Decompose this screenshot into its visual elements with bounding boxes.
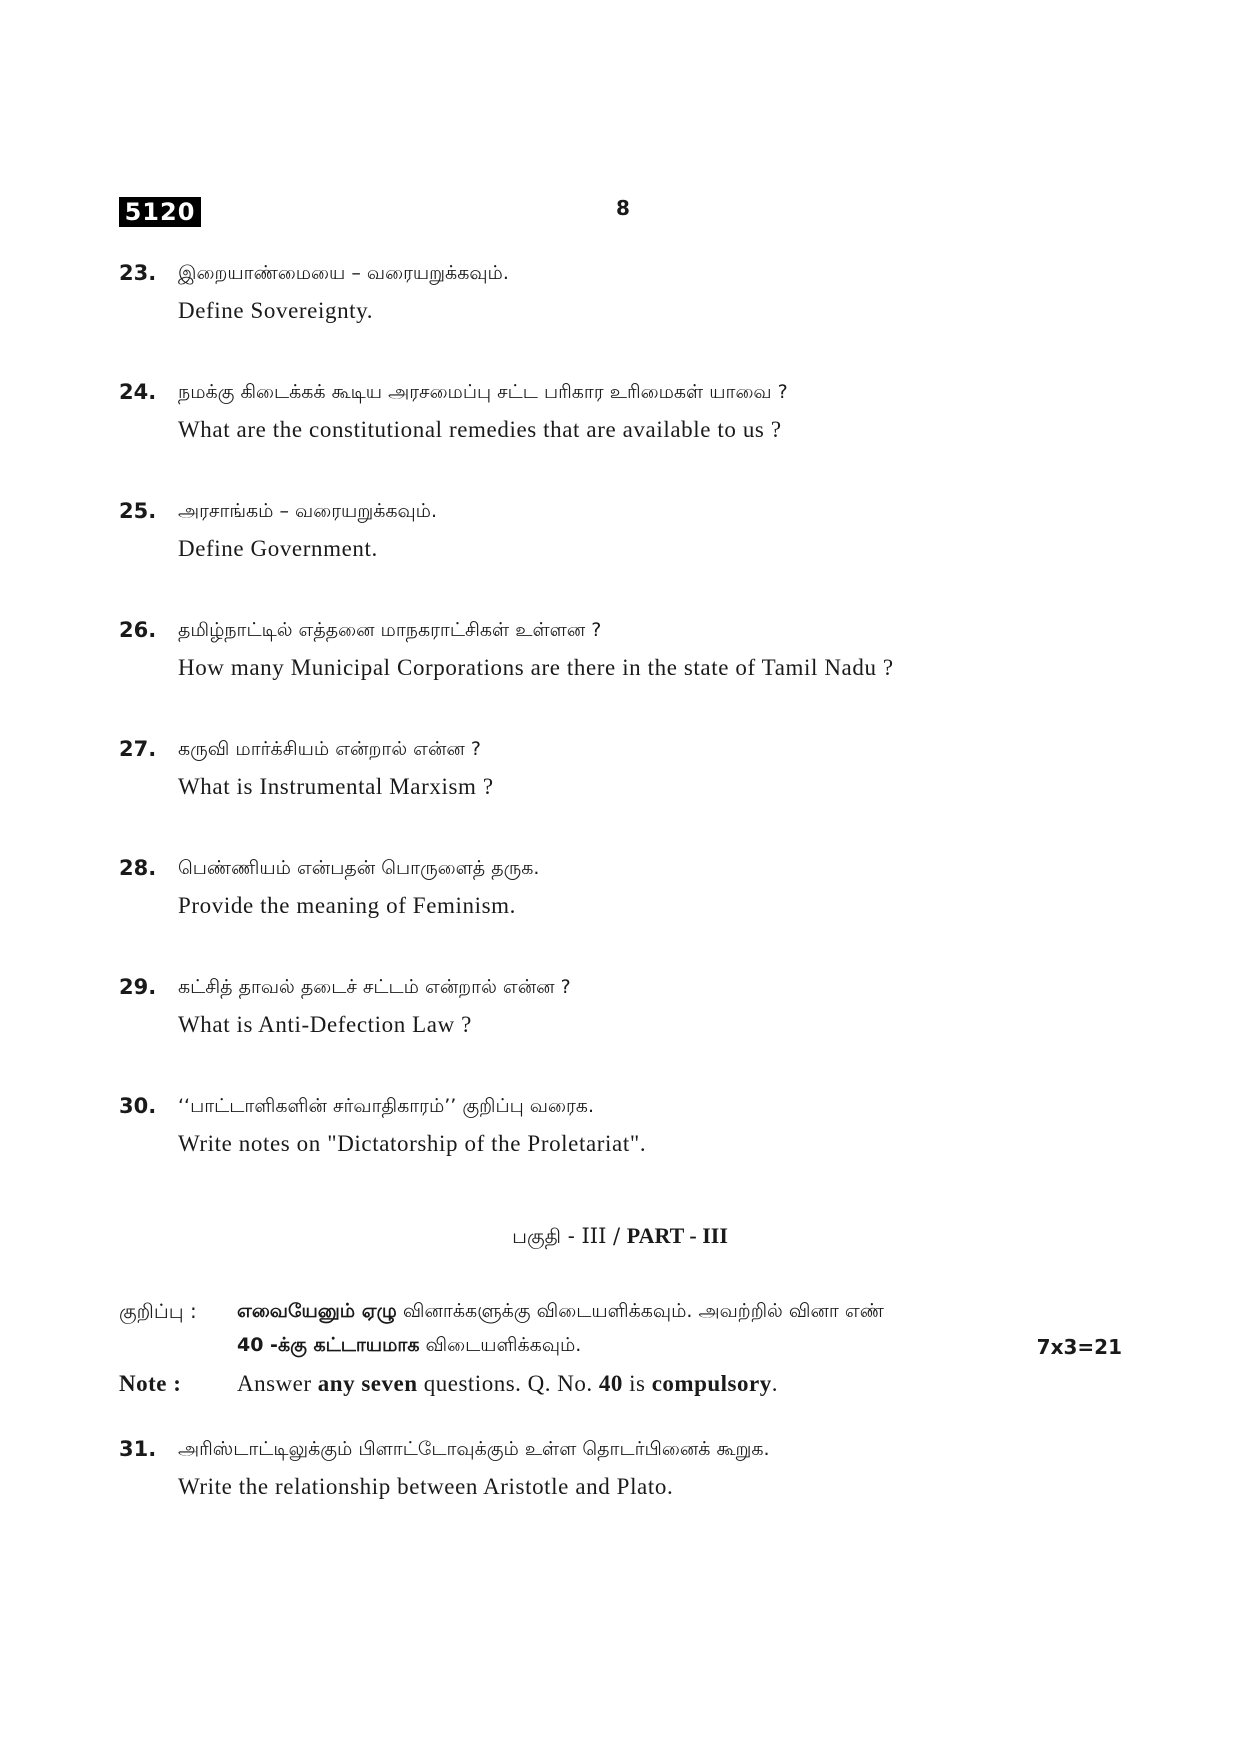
question-english: Write notes on "Dictatorship of the Proletariat". (178, 1131, 647, 1156)
part-heading-separator: - III / (561, 1224, 627, 1248)
question-number: 28. (119, 856, 157, 880)
marks-allocation: 7x3=21 (1036, 1335, 1122, 1359)
question-english: What is Instrumental Marxism ? (178, 774, 494, 799)
note-english-part: Answer (237, 1371, 318, 1396)
question-tamil: கட்சித் தாவல் தடைச் சட்டம் என்றால் என்ன ? (178, 976, 571, 998)
question-english: What are the constitutional remedies that are available to us ? (178, 417, 782, 442)
question-tamil: இறையாண்மையை – வரையறுக்கவும். (178, 262, 509, 284)
note-english-part: is (622, 1371, 652, 1396)
question-english: Provide the meaning of Feminism. (178, 893, 516, 918)
question-tamil: பெண்ணியம் என்பதன் பொருளைத் தருக. (178, 857, 540, 879)
question-number: 31. (119, 1437, 157, 1461)
question-english: Define Sovereignty. (178, 298, 374, 323)
note-english-text (237, 1369, 778, 1399)
note-tamil-emphasis: எவையேனும் ஏழு (237, 1300, 397, 1322)
note-label-tamil: குறிப்பு : (119, 1299, 197, 1323)
question-tamil: கருவி மார்க்சியம் என்றால் என்ன ? (178, 738, 481, 760)
question-tamil: அரசாங்கம் – வரையறுக்கவும். (178, 500, 438, 522)
question-number: 30. (119, 1094, 157, 1118)
note-tamil-emphasis: 40 -க்கு கட்டாயமாக (237, 1334, 420, 1356)
paper-code-badge: 5120 (119, 197, 201, 227)
note-english-emphasis: 40 (598, 1371, 623, 1396)
question-tamil: ‘‘பாட்டாளிகளின் சர்வாதிகாரம்’’ குறிப்பு வரைக. (178, 1095, 594, 1117)
part-heading (0, 1221, 1240, 1251)
note-tamil-text: விடையளிக்கவும். (419, 1334, 582, 1356)
question-tamil: அரிஸ்டாட்டிலுக்கும் பிளாட்டோவுக்கும் உள்ள தொடர்பினைக் கூறுக. (178, 1438, 770, 1460)
part-heading-english: PART - III (626, 1223, 728, 1248)
question-number: 23. (119, 261, 157, 285)
question-number: 26. (119, 618, 157, 642)
question-number: 24. (119, 380, 157, 404)
note-english-part: questions. Q. No. (417, 1371, 599, 1396)
note-english-emphasis: any seven (317, 1371, 418, 1396)
page-number: 8 (616, 196, 630, 220)
question-number: 29. (119, 975, 157, 999)
question-number: 25. (119, 499, 157, 523)
note-tamil-line-2 (237, 1330, 581, 1360)
question-english: Define Government. (178, 536, 378, 561)
question-english: What is Anti-Defection Law ? (178, 1012, 472, 1037)
part-heading-tamil: பகுதி (512, 1224, 562, 1248)
note-tamil-line-1 (237, 1296, 884, 1326)
question-tamil: நமக்கு கிடைக்கக் கூடிய அரசமைப்பு சட்ட பரிகார உரிமைகள் யாவை ? (178, 381, 788, 403)
note-english-part: . (771, 1371, 778, 1396)
question-english: How many Municipal Corporations are there in the state of Tamil Nadu ? (178, 655, 894, 680)
note-tamil-text: வினாக்களுக்கு விடையளிக்கவும். அவற்றில் வினா எண் (396, 1300, 884, 1322)
question-tamil: தமிழ்நாட்டில் எத்தனை மாநகராட்சிகள் உள்ளன ? (178, 619, 602, 641)
note-label-english: Note : (119, 1371, 182, 1396)
note-english-emphasis: compulsory (651, 1371, 772, 1396)
question-number: 27. (119, 737, 157, 761)
question-english: Write the relationship between Aristotle and Plato. (178, 1474, 674, 1499)
